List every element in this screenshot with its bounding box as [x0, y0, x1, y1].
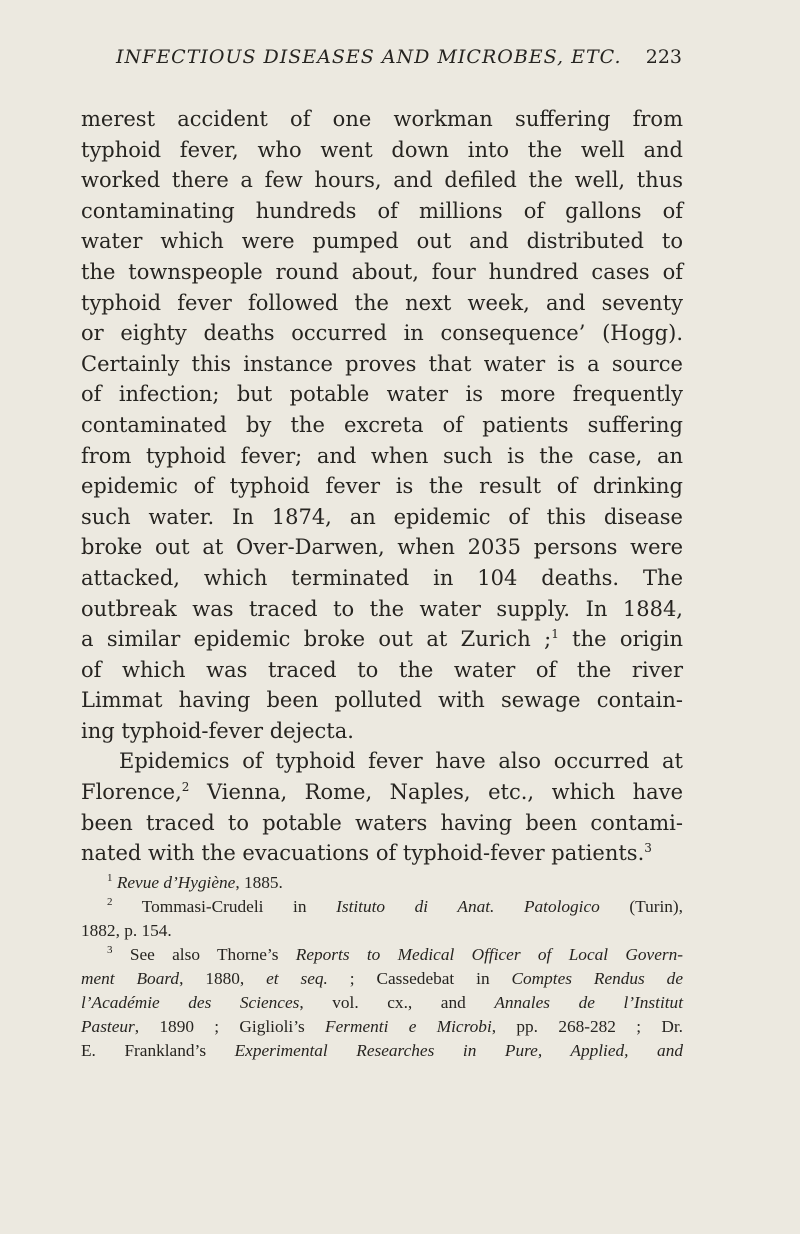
text-line: typhoid fever followed the next week, and seventy — [81, 290, 683, 315]
text-line: attacked, which terminated in 104 deaths. The — [81, 565, 683, 590]
footnote-line — [81, 1039, 683, 1063]
footnote-title: ment Board — [81, 969, 180, 988]
text-line — [81, 838, 683, 869]
text-line: contaminated by the excreta of patients suffering — [81, 412, 683, 437]
text-line: from typhoid fever; and when such is the case, an — [81, 443, 683, 468]
text-span: , vol. cx., and — [299, 993, 495, 1012]
footnote-title: Istituto di Anat. Patologico — [336, 897, 600, 916]
footnote-line — [81, 1015, 683, 1039]
footnote-title: Annales de l’Institut — [494, 993, 683, 1012]
footnote-title: Fermenti e Microbi — [325, 1017, 492, 1036]
text-span: the origin — [558, 627, 683, 652]
text-span: See also Thorne’s — [129, 945, 296, 964]
text-span: , 1890 ; Giglioli’s — [134, 1017, 326, 1036]
footnote-title: Pasteur — [81, 1017, 135, 1036]
text-line: been traced to potable waters having been contami- — [81, 810, 683, 835]
text-line — [81, 624, 683, 655]
text-line: broke out at Over-Darwen, when 2035 persons were — [81, 535, 683, 560]
body-text — [81, 104, 683, 869]
text-line: Limmat having been polluted with sewage contain- — [81, 688, 683, 713]
text-line: epidemic of typhoid fever is the result of drinking — [81, 474, 683, 499]
text-line: contaminating hundreds of millions of gallons of — [81, 198, 683, 223]
text-line — [81, 777, 683, 808]
footnote-ref: 2 — [181, 780, 190, 795]
text-line: water which were pumped out and distributed to — [81, 229, 683, 254]
text-line: typhoid fever, who went down into the well and — [81, 137, 683, 162]
footnote — [81, 895, 683, 919]
text-line: or eighty deaths occurred in consequence’ (Hogg). — [81, 321, 683, 346]
text-line: Epidemics of typhoid fever have also occurred at — [119, 749, 683, 774]
footnote-number: 1 — [107, 872, 113, 884]
footnote-title: Experimental Researches in Pure, Applied, and — [234, 1041, 683, 1060]
footnote-number: 3 — [107, 944, 113, 956]
footnote-line — [81, 991, 683, 1015]
footnote-title: Comptes Rendus de — [511, 969, 683, 988]
running-head-title: INFECTIOUS DISEASES AND MICROBES, ETC. — [116, 46, 622, 68]
footnote-title: Reports to Medical Officer of Local Govern- — [295, 945, 683, 964]
running-head — [116, 46, 682, 68]
text-line: worked there a few hours, and defiled the well, thus — [81, 168, 683, 193]
text-span: Tommasi-Crudeli in — [141, 897, 337, 916]
text-line: the townspeople round about, four hundred cases of — [81, 259, 683, 284]
text-line: such water. In 1874, an epidemic of this disease — [81, 504, 683, 529]
text-span: , pp. 268-282 ; Dr. — [491, 1017, 683, 1036]
footnote-title: l’Académie des Sciences — [81, 993, 300, 1012]
footnote-number: 2 — [107, 896, 113, 908]
text-line: merest accident of one workman suffering from — [81, 107, 683, 131]
text-span: a similar epidemic broke out at Zurich ; — [81, 627, 552, 652]
footnote — [81, 871, 683, 895]
page-number: 223 — [645, 46, 682, 68]
text-span: , 1880, — [179, 969, 267, 988]
footnote — [81, 943, 683, 967]
text-line: outbreak was traced to the water supply. In 1884, — [81, 596, 683, 621]
text-span: nated with the evacuations of typhoid-fever patients. — [81, 841, 645, 866]
text-line: of infection; but potable water is more frequently — [81, 382, 683, 407]
text-span: , 1885. — [235, 873, 283, 892]
text-span: Vienna, Rome, Naples, etc., which have — [189, 780, 683, 805]
text-line: Certainly this instance proves that water is a source — [81, 351, 683, 376]
footnotes — [81, 871, 683, 1063]
text-line: of which was traced to the water of the river — [81, 657, 683, 682]
text-span: (Turin), — [599, 897, 683, 916]
footnote-title: et seq. — [266, 969, 328, 988]
text-line: ing typhoid-fever dejecta. — [81, 718, 354, 743]
text-span: ; Cassedebat in — [327, 969, 512, 988]
footnote-ref: 1 — [551, 627, 559, 642]
footnote-line — [81, 967, 683, 991]
text-span: E. Frankland’s — [81, 1041, 235, 1060]
footnote-line: 1882, p. 154. — [81, 921, 172, 940]
footnote-ref: 3 — [644, 841, 652, 856]
footnote-title: Revue d’Hygiène — [116, 873, 236, 892]
text-span: Florence, — [81, 780, 182, 805]
